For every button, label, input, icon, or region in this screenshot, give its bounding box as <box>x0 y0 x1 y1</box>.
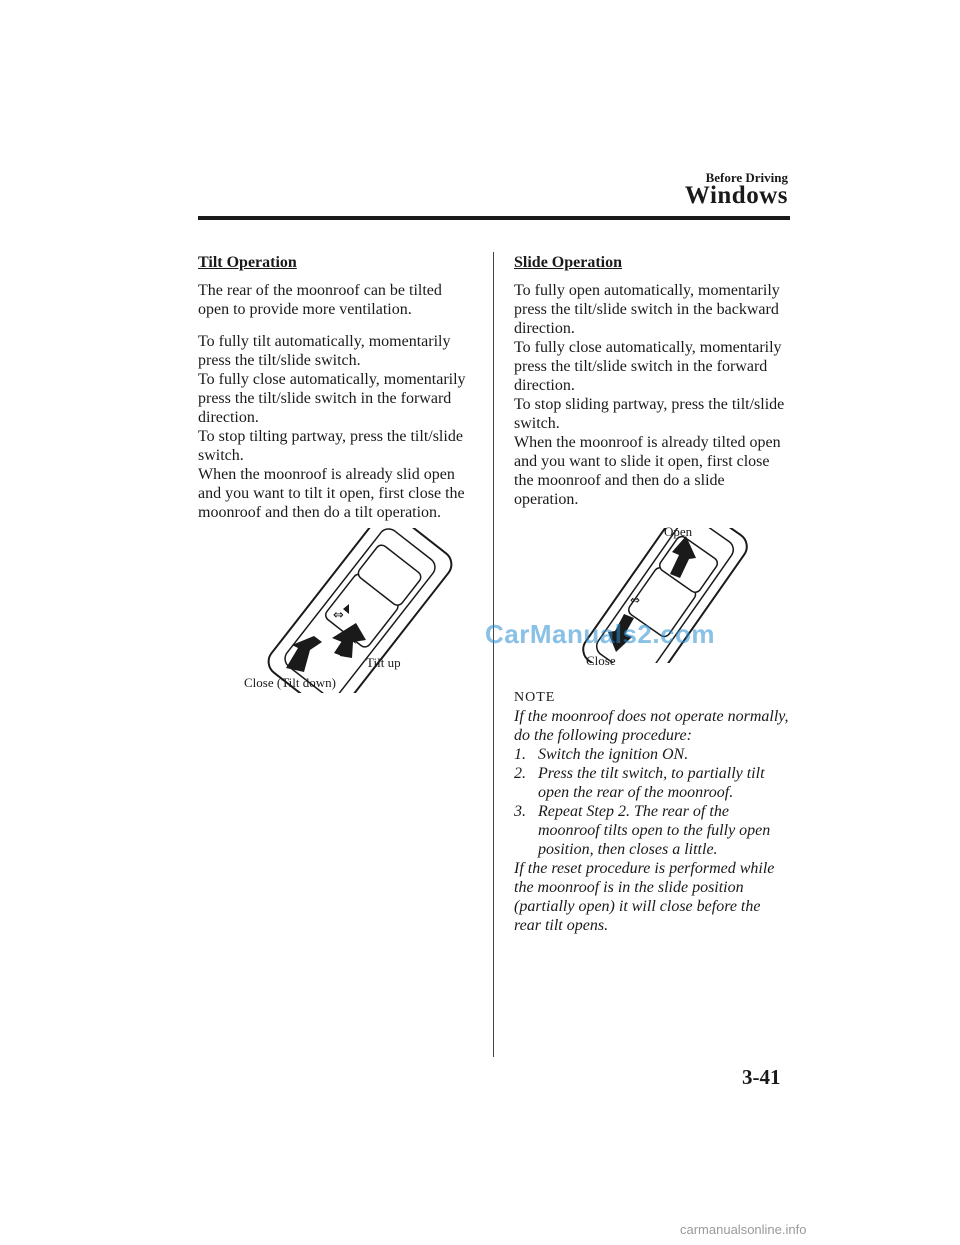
note-step: 3. Repeat Step 2. The rear of the moonroof tilts open to the fully open position, then closes a little. <box>514 803 771 858</box>
slide-paragraph: When the moonroof is already tilted open and you want to slide it open, first close the moonroof and then do a slide operation. <box>514 434 781 508</box>
tilt-paragraph: To fully tilt automatically, momentarily press the tilt/slide switch. <box>198 333 451 369</box>
moonroof-icon: ⇔ <box>333 608 344 623</box>
note-steps <box>514 745 789 859</box>
header-rule <box>198 216 790 220</box>
slide-paragraph: To fully open automatically, momentarily press the tilt/slide switch in the backward direction. <box>514 282 780 337</box>
moonroof-icon: ⇔ <box>630 593 641 607</box>
page-title: Windows <box>684 182 788 209</box>
close-label: Close <box>586 653 616 668</box>
tilt-paragraph: When the moonroof is already slid open and you want to tilt it open, first close the moonroof and then do a tilt operation. <box>198 466 465 521</box>
page-number: 3-41 <box>742 1065 781 1089</box>
right-column <box>514 253 789 509</box>
column-divider <box>493 252 494 1057</box>
note-step: 1. Switch the ignition ON. <box>514 746 689 763</box>
footer-watermark: carmanualsonline.info <box>680 1222 807 1237</box>
watermark: CarManuals2.com <box>485 619 716 649</box>
slide-operation-heading: Slide Operation <box>514 254 623 271</box>
tilt-paragraph: To stop tilting partway, press the tilt/slide switch. <box>198 428 463 464</box>
note-title: NOTE <box>514 690 556 705</box>
slide-paragraph: To fully close automatically, momentarily press the tilt/slide switch in the forward direction. <box>514 339 782 394</box>
slide-paragraph: To stop sliding partway, press the tilt/slide switch. <box>514 396 785 432</box>
tilt-up-label: Tilt up <box>366 655 401 670</box>
close-tilt-down-label: Close (Tilt down) <box>244 675 336 690</box>
tilt-operation-heading: Tilt Operation <box>198 254 297 271</box>
tilt-paragraph: To fully close automatically, momentarily press the tilt/slide switch in the forward direction. <box>198 371 466 426</box>
note-outro: If the reset procedure is performed while the moonroof is in the slide position (partially open) it will close before the rear tilt opens. <box>514 860 775 934</box>
note-block <box>514 688 789 935</box>
note-intro: If the moonroof does not operate normally, do the following procedure: <box>514 708 789 744</box>
open-label: Open <box>664 524 693 539</box>
tilt-switch-illustration <box>240 528 490 693</box>
tilt-intro: The rear of the moonroof can be tilted open to provide more ventilation. <box>198 282 442 318</box>
note-step: 2. Press the tilt switch, to partially tilt open the rear of the moonroof. <box>514 765 765 801</box>
section-name: Before Driving <box>705 170 788 185</box>
left-column <box>198 253 473 522</box>
